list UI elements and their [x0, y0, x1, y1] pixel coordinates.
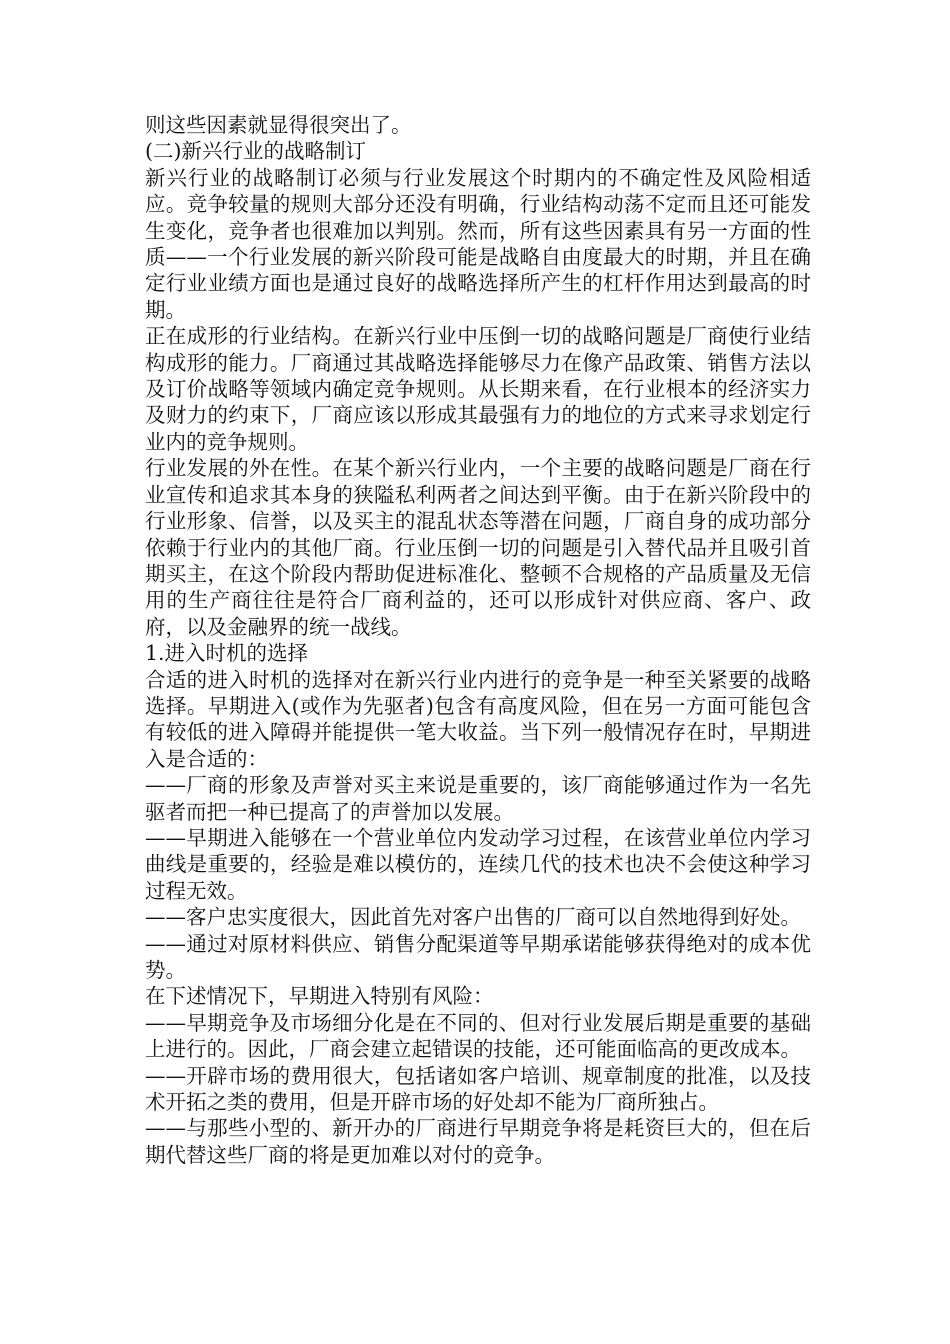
paragraph: 则这些因素就显得很突出了。	[145, 113, 412, 137]
list-item: ——早期进入能够在一个营业单位内发动学习过程，在该营业单位内学习曲线是重要的，经验是难以模仿的，连续几代的技术也决不会使这种学习过程无效。	[145, 825, 811, 903]
list-item: ——早期竞争及市场细分化是在不同的、但对行业发展后期是重要的基础上进行的。因此，厂商会建立起错误的技能，还可能面临高的更改成本。	[145, 1010, 811, 1062]
subsection-heading: 1.进入时机的选择	[145, 641, 309, 666]
section-heading: (二)新兴行业的战略制订	[145, 139, 366, 164]
list-item: ——与那些小型的、新开办的厂商进行早期竞争将是耗资巨大的，但在后期代替这些厂商的将是更加难以对付的竞争。	[145, 1116, 811, 1167]
paragraph: 正在成形的行业结构。在新兴行业中压倒一切的战略问题是厂商使行业结构成形的能力。厂商通过其战略选择能够尽力在像产品政策、销售方法以及订价战略等领域内确定竞争规则。从长期来看，在行业根本的经济实力及财力的约束下，厂商应该以形成其最强有力的地位的方式来寻求划定行业内的竞争规则。	[145, 324, 811, 454]
document-body	[145, 112, 811, 1168]
list-item: ——开辟市场的费用很大，包括诸如客户培训、规章制度的批准，以及技术开拓之类的费用，但是开辟市场的好处却不能为厂商所独占。	[145, 1063, 811, 1115]
list-item: ——厂商的形象及声誉对买主来说是重要的，该厂商能够通过作为一名先驱者而把一种已提高了的声誉加以发展。	[145, 773, 811, 824]
paragraph: 新兴行业的战略制订必须与行业发展这个时期内的不确定性及风险相适应。竞争较量的规则大部分还没有明确，行业结构动荡不定而且还可能发生变化，竞争者也很难加以判别。然而，所有这些因素具有另一方面的性质——一个行业发展的新兴阶段可能是战略自由度最大的时期，并且在确定行业业绩方面也是通过良好的战略选择所产生的杠杆作用达到最高的时期。	[145, 165, 811, 322]
list-item: ——客户忠实度很大，因此首先对客户出售的厂商可以自然地得到好处。	[145, 905, 801, 930]
list-item: ——通过对原材料供应、销售分配渠道等早期承诺能够获得绝对的成本优势。	[145, 931, 811, 982]
paragraph: 合适的进入时机的选择对在新兴行业内进行的竞争是一种至关紧要的战略选择。早期进入(或作为先驱者)包含有高度风险，但在另一方面可能包含有较低的进入障碍并能提供一笔大收益。当下列一般情况存在时，早期进入是合适的：	[145, 667, 811, 771]
paragraph: 在下述情况下，早期进入特别有风险：	[145, 984, 494, 1009]
paragraph: 行业发展的外在性。在某个新兴行业内，一个主要的战略问题是厂商在行业宣传和追求其本身的狭隘私利两者之间达到平衡。由于在新兴阶段中的行业形象、信誉，以及买主的混乱状态等潜在问题，厂商自身的成功部分依赖于行业内的其他厂商。行业压倒一切的问题是引入替代品并且吸引首期买主，在这个阶段内帮助促进标准化、整顿不合规格的产品质量及无信用的生产商往往是符合厂商利益的，还可以形成针对供应商、客户、政府，以及金融界的统一战线。	[145, 456, 811, 639]
